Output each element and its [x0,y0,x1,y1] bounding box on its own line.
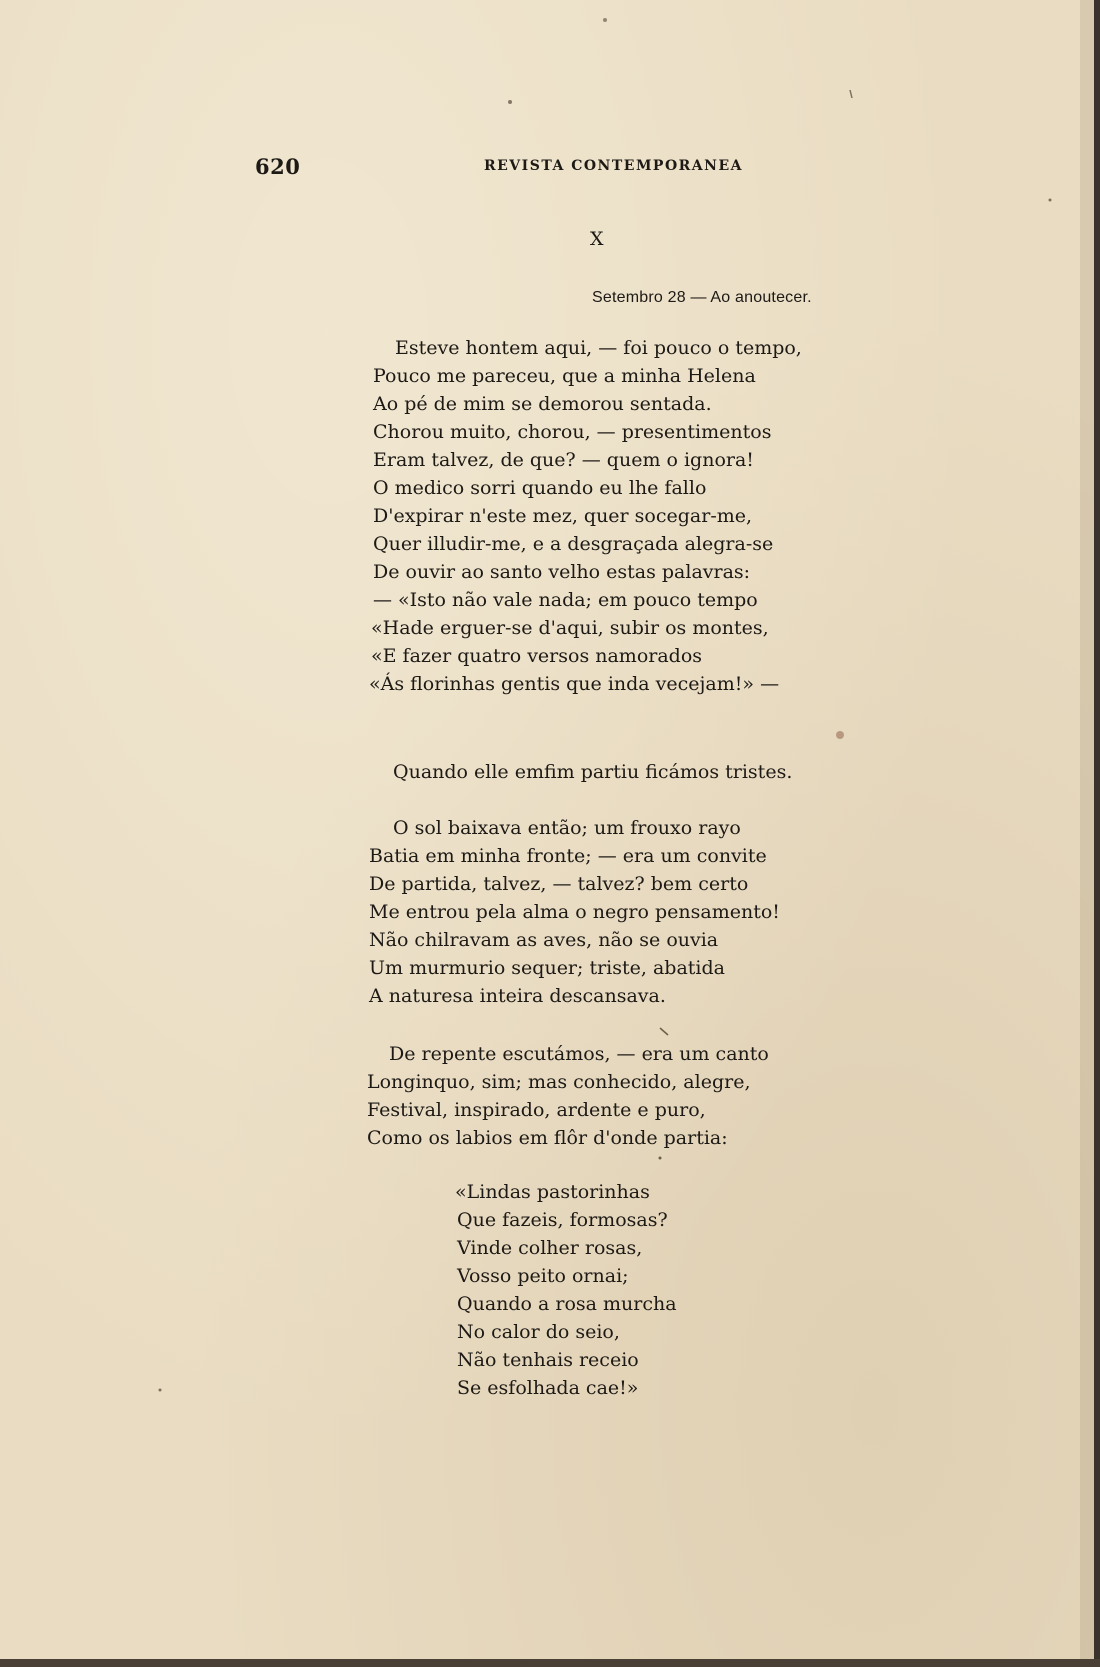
section-numeral: X [590,228,604,250]
verse-line: Quando a rosa murcha [457,1293,677,1315]
scan-edge-right [1094,0,1100,1667]
verse-line: «Ás florinhas gentis que inda vecejam!» — [369,673,780,695]
verse-line: Se esfolhada cae!» [457,1377,639,1399]
verse-line: Quando elle emfim partiu ficámos tristes. [393,761,793,783]
verse-line: O sol baixava então; um frouxo rayo [393,817,741,839]
verse-line: O medico sorri quando eu lhe fallo [373,477,707,499]
verse-line: Não tenhais receio [457,1349,639,1371]
verse-line: Batia em minha fronte; — era um convite [369,845,767,867]
verse-line: Esteve hontem aqui, — foi pouco o tempo, [395,337,802,359]
verse-line: Me entrou pela alma o negro pensamento! [369,901,780,923]
verse-line: Vinde colher rosas, [457,1237,643,1259]
verse-line: De ouvir ao santo velho estas palavras: [373,561,751,583]
verse-line: Vosso peito ornai; [457,1265,629,1287]
verse-line: Eram talvez, de que? — quem o ignora! [373,449,754,471]
running-header-title: REVISTA CONTEMPORANEA [484,158,743,174]
verse-line: D'expirar n'este mez, quer socegar-me, [373,505,753,527]
section-dateline: Setembro 28 — Ao anoutecer. [592,289,812,306]
verse-line: A naturesa inteira descansava. [369,985,666,1007]
verse-line: Ao pé de mim se demorou sentada. [373,393,712,415]
verse-line: Longinquo, sim; mas conhecido, alegre, [367,1071,751,1093]
verse-line: «Lindas pastorinhas [455,1181,650,1203]
verse-line: De partida, talvez, — talvez? bem certo [369,873,749,895]
verse-line: No calor do seio, [457,1321,620,1343]
verse-line: Pouco me pareceu, que a minha Helena [373,365,756,387]
verse-line: Como os labios em flôr d'onde partia: [367,1127,728,1149]
verse-line: «Hade erguer-se d'aqui, subir os montes, [371,617,769,639]
scan-edge-bottom [0,1659,1100,1667]
page-number: 620 [255,154,301,179]
verse-line: — «Isto não vale nada; em pouco tempo [373,589,758,611]
verse-line: «E fazer quatro versos namorados [371,645,703,667]
verse-line: Festival, inspirado, ardente e puro, [367,1099,706,1121]
verse-line: Não chilravam as aves, não se ouvia [369,929,719,951]
verse-line: Quer illudir-me, e a desgraçada alegra-se [373,533,774,555]
verse-line: De repente escutámos, — era um canto [389,1043,769,1065]
verse-line: Chorou muito, chorou, — presentimentos [373,421,772,443]
verse-line: Que fazeis, formosas? [457,1209,668,1231]
verse-line: Um murmurio sequer; triste, abatida [369,957,725,979]
